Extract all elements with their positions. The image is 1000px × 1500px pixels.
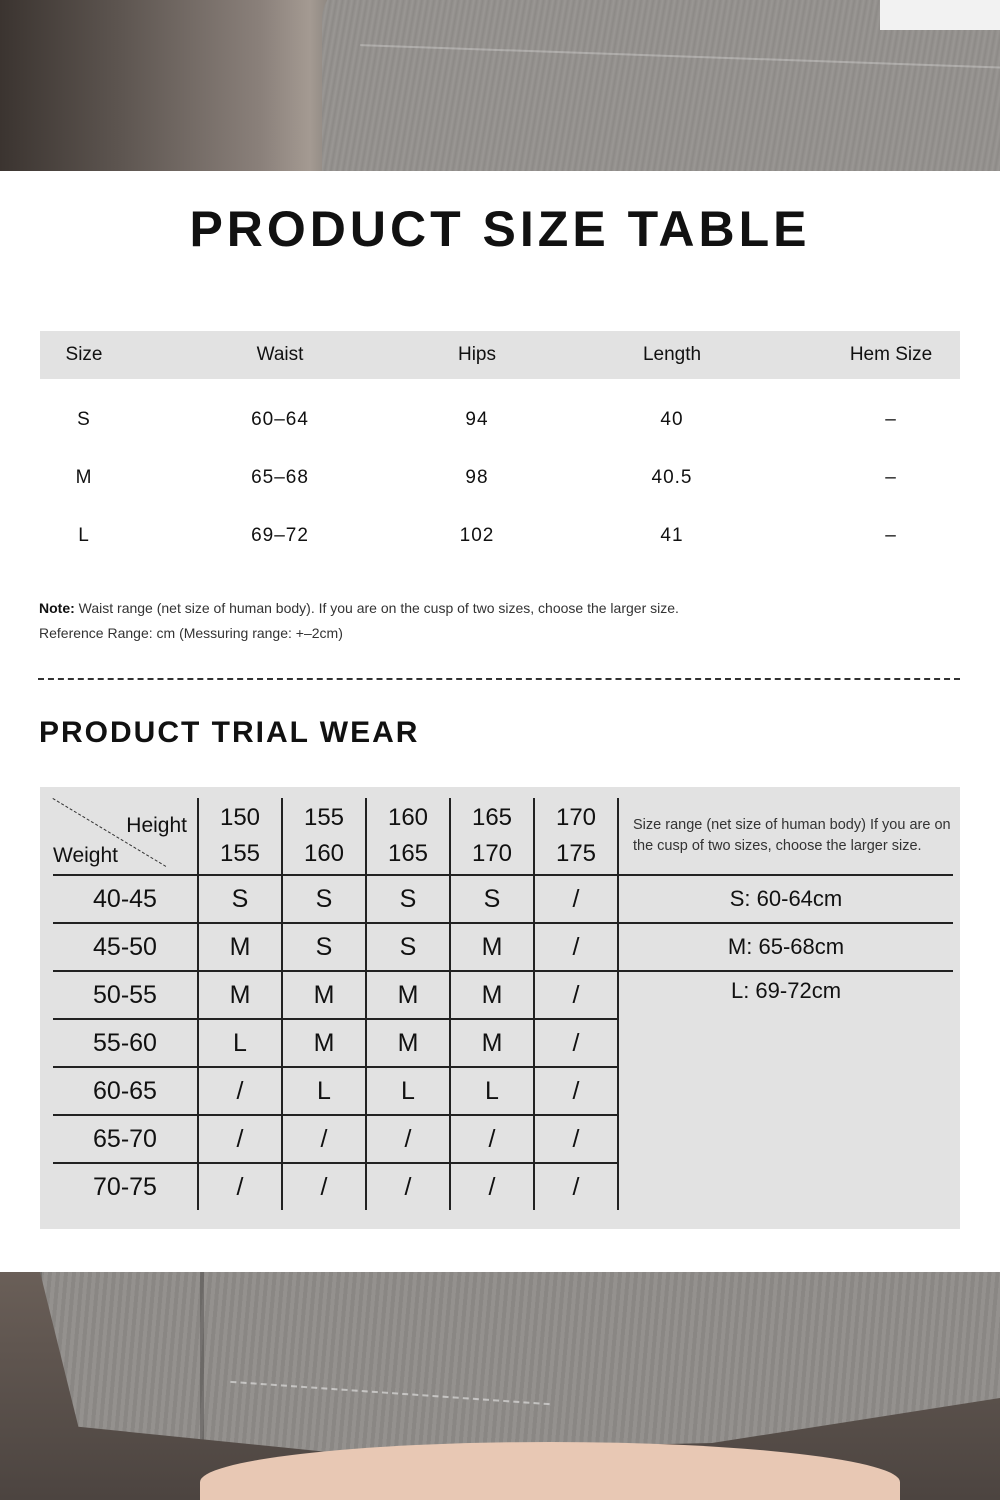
leg [200,1442,900,1500]
size-cell: L [450,1067,534,1115]
size-cell: / [534,1067,618,1115]
height-column-header: 155 160 [282,798,366,875]
height-weight-corner [53,798,198,875]
grid-row [53,875,953,923]
size-cell: / [282,1115,366,1163]
weight-cell: 65-70 [53,1115,198,1163]
section-divider [38,678,960,680]
cell-waist: 65–68 [251,467,309,488]
grid-row [53,923,953,971]
size-note [39,596,679,646]
weight-label: Weight [53,844,118,867]
header-waist: Waist [256,344,304,365]
page-title: PRODUCT SIZE TABLE [189,201,811,257]
product-photo-top [0,0,1000,171]
size-cell: / [198,1115,282,1163]
cell-hips: 102 [459,525,495,546]
cell-hips: 98 [465,467,489,488]
weight-cell: 40-45 [53,875,198,923]
size-cell: / [366,1163,450,1210]
size-cell: / [282,1163,366,1210]
trial-wear-panel [40,787,960,1229]
cell-length: 41 [660,525,684,546]
height-column-header: 165 170 [450,798,534,875]
size-cell: S [366,923,450,971]
size-cell: M [282,971,366,1019]
cell-size: M [75,467,93,488]
header-hips: Hips [457,344,496,365]
cell-length: 40 [660,409,684,430]
cell-hem-size: – [885,525,897,546]
note-label: Note: [39,600,75,616]
cell-size: S [77,409,91,430]
size-cell: L [282,1067,366,1115]
header-size: Size [65,344,103,365]
cell-length: 40.5 [651,467,693,488]
height-label: Height [126,814,187,837]
size-cell: / [534,923,618,971]
size-cell: M [282,1019,366,1067]
size-cell: M [366,971,450,1019]
cell-hem-size: – [885,409,897,430]
size-cell: M [450,1019,534,1067]
size-range-l: L: 69-72cm [618,971,953,1210]
size-cell: / [450,1163,534,1210]
size-cell: / [534,1115,618,1163]
size-cell: M [450,923,534,971]
cell-waist: 69–72 [251,525,309,546]
table-row [40,449,960,507]
grid-header-row [53,798,953,875]
product-photo-bottom [0,1272,1000,1500]
table-row [40,391,960,449]
size-cell: S [282,875,366,923]
pleated-skirt-hem [40,1272,1000,1452]
weight-cell: 55-60 [53,1019,198,1067]
size-cell: / [366,1115,450,1163]
cell-waist: 60–64 [251,409,309,430]
size-range-m: M: 65-68cm [618,923,953,971]
size-table-header [40,331,960,379]
shirt-hem [880,0,1000,30]
size-range-s: S: 60-64cm [618,875,953,923]
size-table [40,331,960,565]
cell-size: L [78,525,90,546]
size-cell: S [198,875,282,923]
height-column-header: 160 165 [366,798,450,875]
size-range-note: Size range (net size of human body) If you are on the cusp of two sizes, choose the larger size. [618,798,953,875]
reference-range: Reference Range: cm (Messuring range: +–2cm) [39,625,343,641]
size-cell: / [534,971,618,1019]
header-length: Length [642,344,702,365]
size-cell: S [282,923,366,971]
cell-hem-size: – [885,467,897,488]
size-cell: / [198,1163,282,1210]
size-cell: S [450,875,534,923]
size-cell: L [366,1067,450,1115]
weight-cell: 60-65 [53,1067,198,1115]
table-row [40,507,960,565]
size-cell: / [534,1019,618,1067]
weight-cell: 50-55 [53,971,198,1019]
header-hem-size: Hem Size [849,344,933,365]
size-cell: S [366,875,450,923]
size-cell: / [450,1115,534,1163]
size-cell: M [198,923,282,971]
height-column-header: 170 175 [534,798,618,875]
height-column-header: 150 155 [198,798,282,875]
grid-row [53,971,953,1019]
weight-cell: 45-50 [53,923,198,971]
size-cell: M [366,1019,450,1067]
size-cell: / [198,1067,282,1115]
note-text: Waist range (net size of human body). If you are on the cusp of two sizes, choose the larger size. [74,600,679,616]
cell-hips: 94 [465,409,489,430]
trial-wear-grid [53,798,953,1210]
weight-cell: 70-75 [53,1163,198,1210]
size-cell: / [534,875,618,923]
size-cell: / [534,1163,618,1210]
trial-wear-title: PRODUCT TRIAL WEAR [39,716,420,749]
size-cell: M [198,971,282,1019]
size-cell: L [198,1019,282,1067]
size-cell: M [450,971,534,1019]
